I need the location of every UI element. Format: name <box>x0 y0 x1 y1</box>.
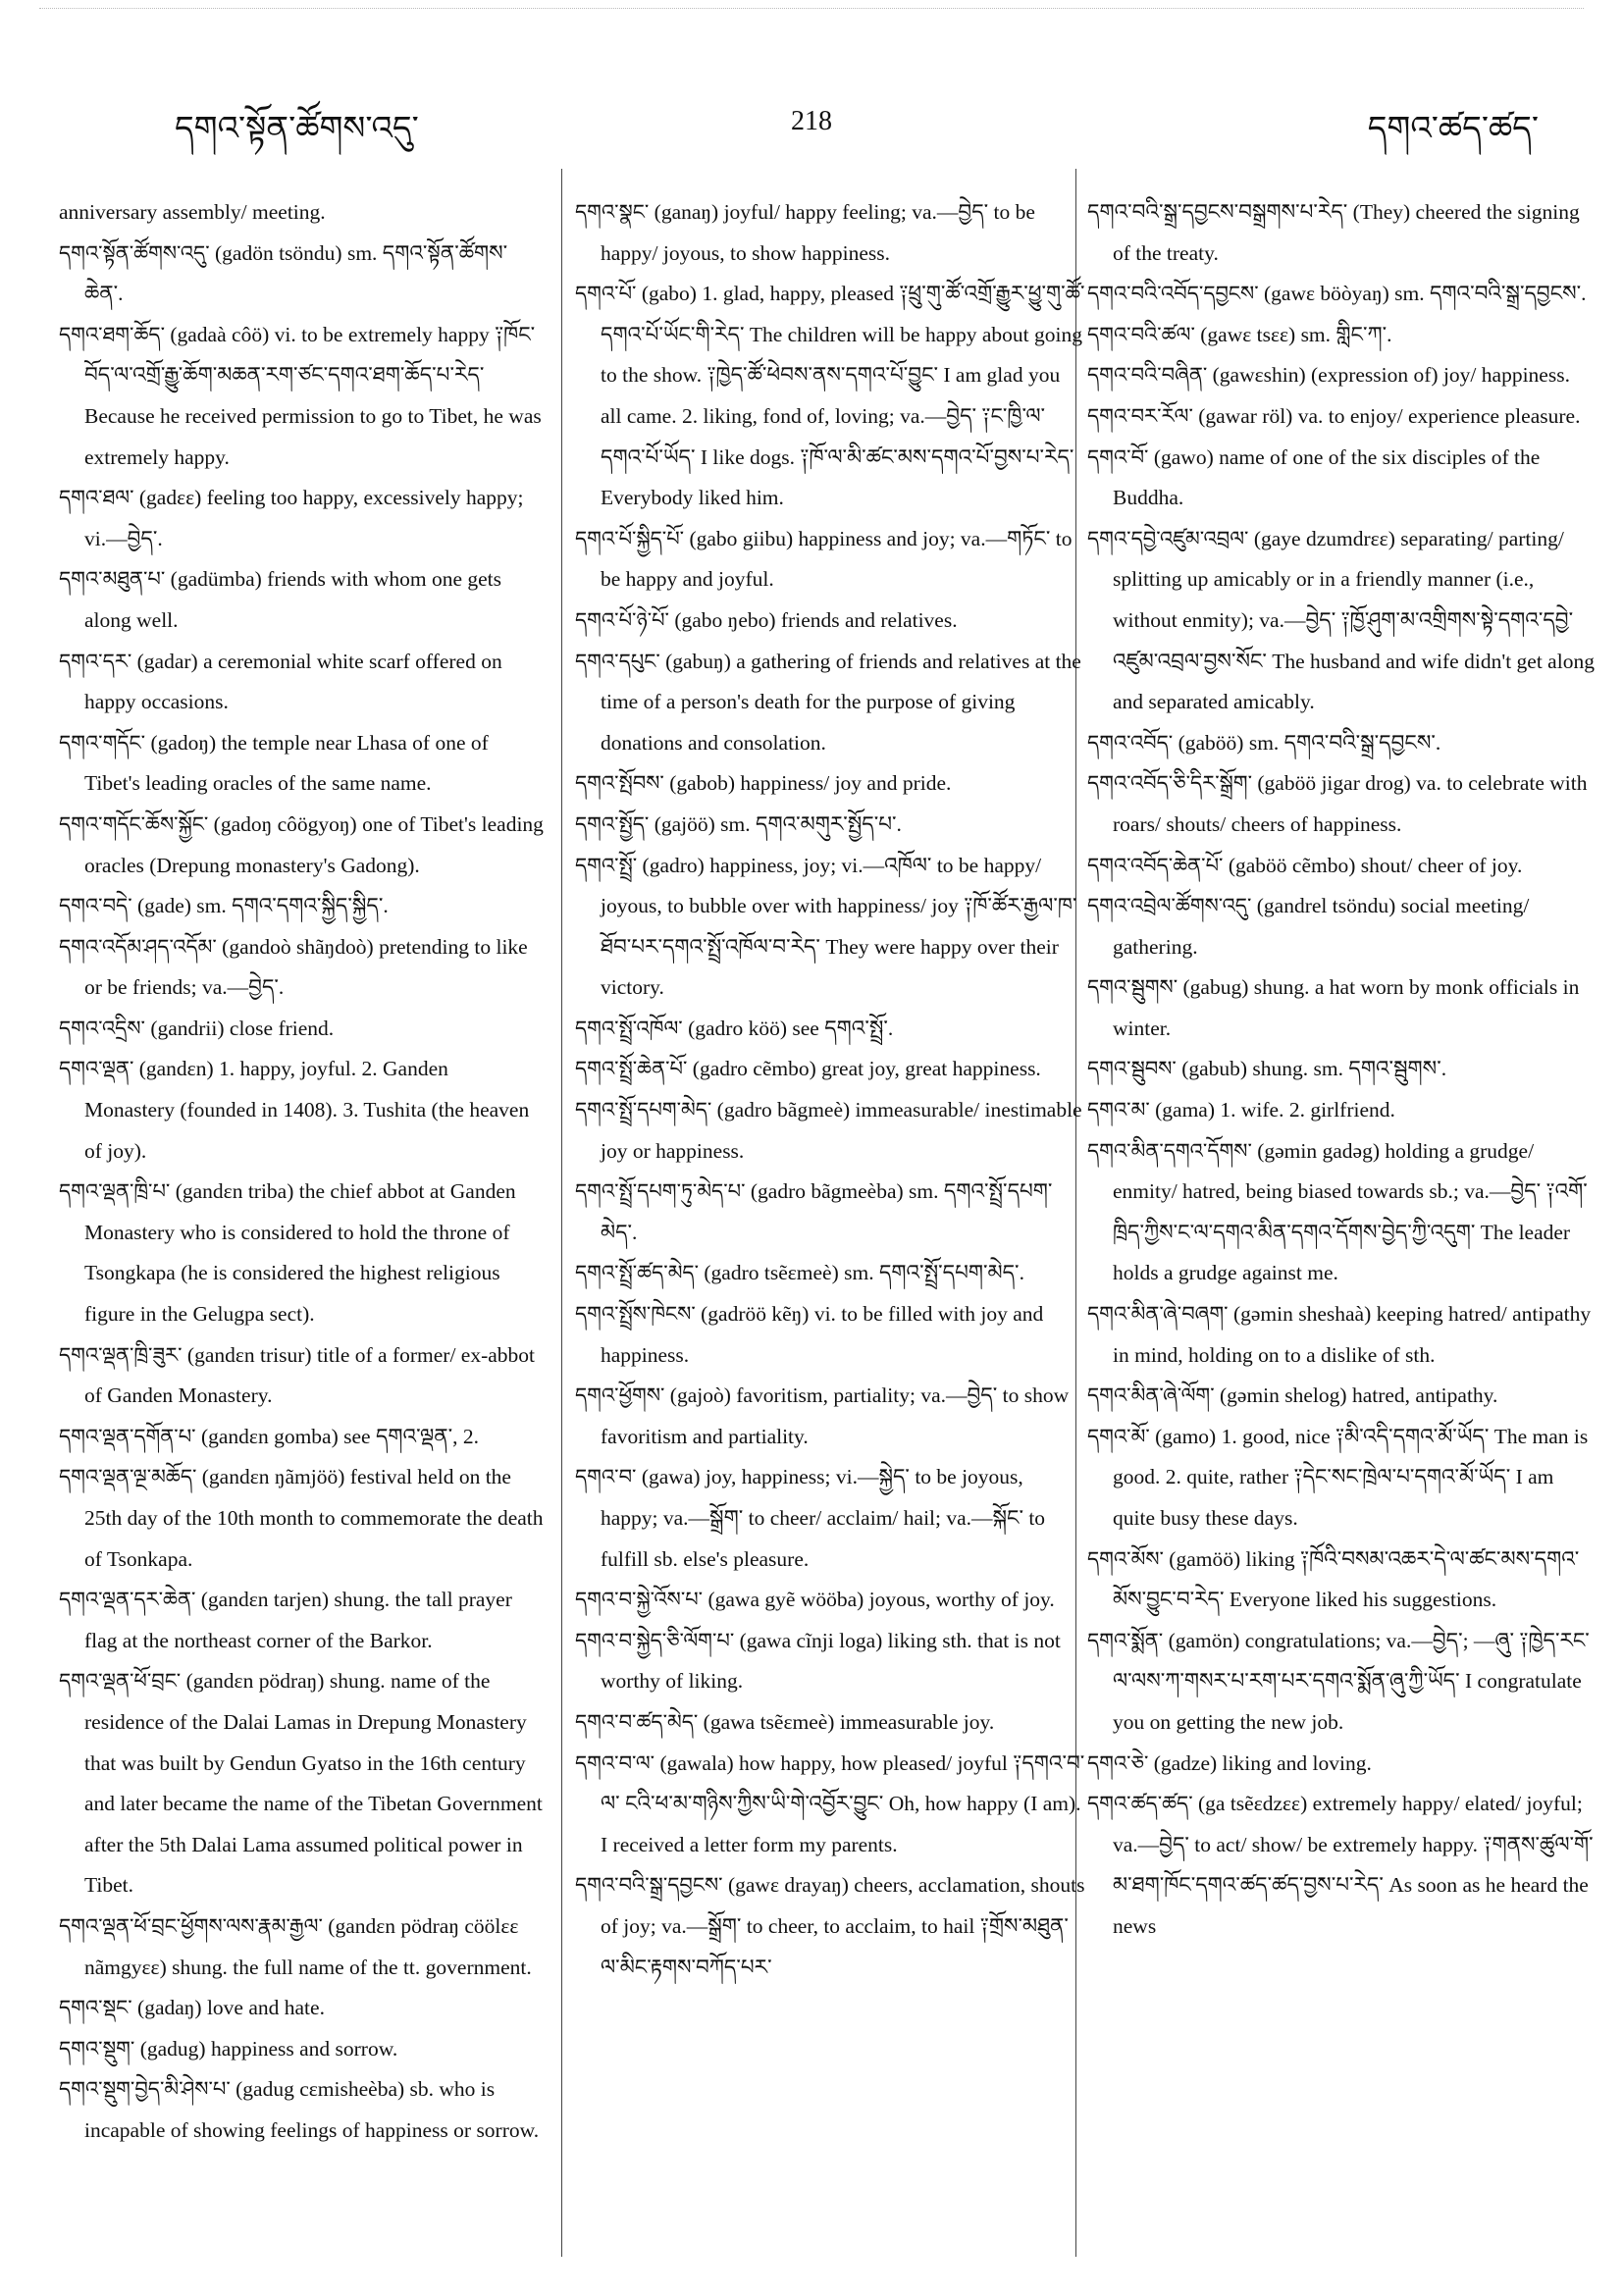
entry-definition: (gadümba) friends with whom one gets along well. <box>84 567 502 632</box>
dictionary-entry <box>575 1009 1085 1050</box>
dictionary-entry <box>59 2029 544 2070</box>
dictionary-entry <box>59 559 544 641</box>
dictionary-entry <box>1087 1376 1597 1417</box>
entry-definition: (gawε tsεε) sm. གླིང་ཀ་. <box>1200 322 1392 346</box>
entry-headword: དགའ་མིན་དགའ་དོགས་ <box>1087 1138 1252 1163</box>
entry-headword: དགའ་ཐག་ཆོད་ <box>59 322 165 346</box>
dictionary-entry <box>575 1580 1085 1621</box>
entry-definition: (gade) sm. དགའ་དགའ་སྐྱིད་སྐྱིད་. <box>137 894 389 918</box>
dictionary-entry <box>59 1988 544 2029</box>
entry-definition: (gajöö) sm. དགའ་མགུར་སྤྱོད་པ་. <box>654 811 902 836</box>
entry-headword: དགའ་མོས་ <box>1087 1546 1164 1571</box>
dictionary-entry <box>575 1172 1085 1253</box>
entry-definition: (gawala) how happy, how pleased/ joyful ༑དགའ་བ་ལ་ ངའི་ཕ་མ་གཉིས་ཀྱིས་ཡི་གེ་འབྱོར་བྱུང་ Oh, how happy (I am). I received a letter form my parents. <box>601 1750 1085 1856</box>
entry-headword: དགའ་ཕྱོགས་ <box>575 1383 665 1408</box>
entry-headword: དགའ་ཚད་ཚད་ <box>1087 1792 1193 1816</box>
dictionary-entry <box>59 478 544 559</box>
entry-definition: (gadro cẽmbo) great joy, great happiness. <box>692 1057 1041 1081</box>
entry-definition: (gadze) liking and loving. <box>1153 1750 1372 1775</box>
entry-definition: (gəmin gadəg) holding a grudge/ enmity/ hatred, being biased towards sb.; va.—བྱེད་ ༑འགོ་ཁྲིད་ཀྱིས་ང་ལ་དགའ་མིན་དགའ་དོགས་བྱེད་ཀྱི་འདུག་ The leader holds a grudge against me. <box>1113 1138 1588 1285</box>
entry-definition: (gandεn gomba) see དགའ་ལྡན་, 2. <box>200 1424 480 1448</box>
dictionary-entry <box>1087 1294 1597 1376</box>
dictionary-entry <box>575 519 1085 600</box>
dictionary-entry <box>575 1744 1085 1866</box>
dictionary-entry <box>1087 274 1597 315</box>
entry-definition: (gawa gyẽ wööba) joyous, worthy of joy. <box>707 1588 1055 1612</box>
entry-definition: (gadro bãgmeè) immeasurable/ inestimable joy or happiness. <box>601 1098 1082 1163</box>
entry-headword: དགའ་ཐལ་ <box>59 486 134 510</box>
entry-definition: (gawa) joy, happiness; vi.—སྐྱེད་ to be joyous, happy; va.—སྒྲོག་ to cheer/ acclaim/ hail; va.—སྐོང་ to fulfill sb. else's pleasure. <box>601 1465 1046 1571</box>
entry-headword: དགའ་བར་རོལ་ <box>1087 403 1193 428</box>
entry-headword: དགའ་སྨོན་ <box>1087 1628 1164 1652</box>
entry-definition: (gaye dzumdrεε) separating/ parting/ splitting up amicably or in a friendly manner (i.e., without enmity); va.—བྱེད་ ༑ཁྱོ་ཤུག་མ་འགྲིགས་སྟེ་དགའ་དབྱེ་འཛུམ་འབྲལ་བྱས་སོང་ The husband and wife didn't get along and separated amicably. <box>1113 526 1595 714</box>
dictionary-entry <box>1087 1417 1597 1539</box>
dictionary-entry <box>1087 763 1597 845</box>
entry-definition: (gawε drayaŋ) cheers, acclamation, shouts of joy; va.—སྒྲོག་ to cheer, to acclaim, to hail ༑གྲོས་མཐུན་ལ་མིང་རྟགས་བཀོད་པར་ <box>601 1873 1085 1979</box>
entry-definition: (gandεn tarjen) shung. the tall prayer flag at the northeast corner of the Barkor. <box>84 1588 512 1652</box>
entry-definition: anniversary assembly/ meeting. <box>59 200 326 224</box>
entry-definition: (gandrii) close friend. <box>150 1016 335 1040</box>
entry-headword: དགའ་ལྡན་ལྔ་མཆོད་ <box>59 1465 197 1489</box>
dictionary-entry <box>575 1090 1085 1172</box>
entry-definition: (gajoò) favoritism, partiality; va.—བྱེད་ to show favoritism and partiality. <box>601 1383 1070 1448</box>
entry-definition: (gadro tsẽεmeè) sm. དགའ་སྤྲོ་དཔག་མེད་. <box>704 1261 1024 1285</box>
dictionary-entry <box>575 1457 1085 1580</box>
dictionary-entry <box>59 1457 544 1580</box>
entry-definition: (gadεε) feeling too happy, excessively happy; vi.—བྱེད་. <box>84 486 524 550</box>
entry-headword: དགའ་སྤོབས་ <box>575 771 664 796</box>
entry-headword: དགའ་ཅེ་ <box>1087 1750 1149 1775</box>
entry-definition: (gəmin sheshaà) keeping hatred/ antipathy in mind, holding on to a dislike of sth. <box>1113 1302 1592 1367</box>
dictionary-entry <box>1087 519 1597 723</box>
dictionary-entry <box>575 274 1085 519</box>
dictionary-entry <box>59 1009 544 1050</box>
entry-definition: (gamöö) liking ༑ཁོའི་བསམ་འཆར་དེ་ལ་ཚང་མས་དགའ་མོས་བྱུང་བ་རེད་ Everyone liked his suggestions. <box>1113 1546 1580 1612</box>
entry-headword: དགའ་འདྲིས་ <box>59 1016 145 1040</box>
dictionary-entry <box>59 886 544 927</box>
entry-headword: དགའ་སྤྲོ་དཔག་ཏུ་མེད་པ་ <box>575 1179 746 1204</box>
entry-definition: (gəmin shelog) hatred, antipathy. <box>1220 1383 1498 1408</box>
entry-definition: (gadaŋ) love and hate. <box>137 1996 325 2020</box>
entry-definition: (gaböö jigar drog) va. to celebrate with roars/ shouts/ cheers of happiness. <box>1113 771 1588 836</box>
top-scan-edge <box>39 8 1584 9</box>
dictionary-entry <box>575 1253 1085 1294</box>
dictionary-entry <box>59 1417 544 1458</box>
dictionary-entry <box>59 1049 544 1172</box>
entry-definition: (gaböö cẽmbo) shout/ cheer of joy. <box>1228 853 1523 877</box>
entry-headword: དགའ་ལྡན་དགོན་པ་ <box>59 1424 196 1448</box>
entry-headword: དགའ་བའི་འབོད་དབྱངས་ <box>1087 282 1259 306</box>
dictionary-entry <box>59 1906 544 1988</box>
entry-definition: (gabob) happiness/ joy and pride. <box>669 771 952 796</box>
dictionary-entry <box>1087 886 1597 967</box>
entry-definition: (gadro köö) see དགའ་སྤྲོ་. <box>688 1016 894 1040</box>
entry-headword: དགའ་སྤྲོ་ཚད་མེད་ <box>575 1261 699 1285</box>
dictionary-entry <box>1087 1131 1597 1294</box>
entry-headword: དགའ་མིན་ཞེ་ལོག་ <box>1087 1383 1215 1408</box>
dictionary-entry <box>575 600 1085 642</box>
dictionary-entry <box>575 1049 1085 1090</box>
dictionary-entry <box>1087 1784 1597 1947</box>
dictionary-entry <box>575 1376 1085 1457</box>
dictionary-entry <box>1087 438 1597 519</box>
entry-definition: (gawa tsẽεmeè) immeasurable joy. <box>703 1709 995 1734</box>
entry-headword: དགའ་བ་སྐྱེད་ཅི་ལོག་པ་ <box>575 1628 735 1652</box>
entry-headword: དགའ་ལྡན་ཁྲི་ཟུར་ <box>59 1342 183 1367</box>
dictionary-entry <box>1087 396 1597 438</box>
entry-headword: དགའ་བ་སྐྱེ་འོས་པ་ <box>575 1588 704 1612</box>
entry-headword: དགའ་མཐུན་པ་ <box>59 567 166 592</box>
dictionary-entry <box>59 642 544 723</box>
dictionary-entry <box>1087 315 1597 356</box>
entry-definition: (gama) 1. wife. 2. girlfriend. <box>1155 1098 1395 1122</box>
entry-definition: (gadaà côö) vi. to be extremely happy ༑ཁོང་བོད་ལ་འགྲོ་རྒྱུ་ཆོག་མཆན་རག་ཙང་དགའ་ཐག་ཆོད་པ་རེད་ Because he received permission to go to Tibet, he was extremely happy. <box>84 322 542 469</box>
entry-definition: (gandεn tribа) the chief abbot at Ganden Monastery who is considered to hold the throne of Tsongkapa (he is considered the highest religious figure in the Gelugpa sect). <box>84 1179 516 1327</box>
entry-definition: (gandoò shãŋdoò) pretending to like or be friends; va.—བྱེད་. <box>84 934 528 1000</box>
entry-headword: དགའ་བའི་སྒྲ་དབྱངས་ <box>575 1873 723 1898</box>
entry-definition: (gabo) 1. glad, happy, pleased ༑ཕྲུ་གུ་ཚོ་འགྲོ་རྒྱུར་ཕྱུ་གུ་ཚོ་དགའ་པོ་ཡོང་གི་རེད་ The children will be happy about going to the show. ༑ཁྱེད་ཚོ་ཕེབས་ནས་དགའ་པོ་བྱུང་ I am glad you all came. 2. liking, fond of, loving; va.—བྱེད་ ༑ང་ཁྱི་ལ་དགའ་པོ་ཡོད་ I like dogs. ༑ཁོ་ལ་མི་ཚང་མས་དགའ་པོ་བྱས་པ་རེད་ Everybody liked him. <box>601 282 1085 510</box>
dictionary-entry <box>59 234 544 315</box>
entry-definition: (gadoŋ côögyoŋ) one of Tibet's leading oracles (Drepung monastery's Gadong). <box>84 811 544 877</box>
entry-definition: (gadar) a ceremonial white scarf offered on happy occasions. <box>84 649 502 714</box>
entry-headword: དགའ་སྦུགས་ <box>1087 975 1178 1000</box>
entry-definition: (gabo giibu) happiness and joy; va.—གཏོང་ to be happy and joyful. <box>601 526 1073 592</box>
dictionary-column-1 <box>59 192 544 2152</box>
entry-headword: དགའ་པོ་སྐྱིད་པོ་ <box>575 526 685 550</box>
dictionary-entry <box>1087 1539 1597 1621</box>
entry-headword: དགའ་སྤྲོ་དཔག་མེད་ <box>575 1098 712 1122</box>
entry-headword: དགའ་བ་ཚད་མེད་ <box>575 1709 699 1734</box>
entry-headword: དགའ་སྤྲོས་ཁེངས་ <box>575 1302 696 1327</box>
entry-headword: དགའ་འདོམ་ཤད་འདོམ་ <box>59 934 217 959</box>
entry-headword: དགའ་མོ་ <box>1087 1424 1150 1448</box>
entry-headword: དགའ་དཔུང་ <box>575 649 660 673</box>
dictionary-entry <box>59 723 544 805</box>
entry-definition: (gamo) 1. good, nice ༑མི་འདི་དགའ་མོ་ཡོད་ The man is good. 2. quite, rather ༑དེང་སང་ཁྲེལ་པ་དགའ་མོ་ཡོད་ I am quite busy these days. <box>1113 1424 1589 1530</box>
dictionary-entry <box>59 315 544 478</box>
entry-definition: (gadro bãgmeèba) sm. དགའ་སྤྲོ་དཔག་མེད་. <box>601 1179 1053 1244</box>
entry-headword: དགའ་ལྡན་ཁྲི་པ་ <box>59 1179 171 1204</box>
entry-definition: (gadug) happiness and sorrow. <box>139 2036 398 2061</box>
dictionary-entry <box>59 1580 544 1661</box>
dictionary-entry <box>575 1702 1085 1744</box>
entry-definition: (gabug) shung. a hat worn by monk officials in winter. <box>1113 975 1580 1040</box>
entry-definition: (gamön) congratulations; va.—བྱེད་; —ཞུ་ ༑ཁྱེད་རང་ལ་ལས་ཀ་གསར་པ་རག་པར་དགའ་སྨོན་ཞུ་ཀྱི་ཡོད་ I congratulate you on getting the new job. <box>1113 1628 1590 1734</box>
entry-definition: (gandεn pödraŋ cöölεε nãmgyεε) shung. the full name of the tt. government. <box>84 1913 532 1979</box>
entry-headword: དགའ་འབོད་ཆེན་པོ་ <box>1087 853 1224 877</box>
dictionary-entry <box>575 1294 1085 1376</box>
entry-headword: དགའ་བ་ <box>575 1465 637 1489</box>
dictionary-entry <box>1087 355 1597 396</box>
entry-definition: (gawar röl) va. to enjoy/ experience pleasure. <box>1198 403 1581 428</box>
dictionary-entry <box>59 805 544 886</box>
dictionary-entry <box>59 1172 544 1334</box>
entry-headword: དགའ་སྣང་ <box>575 200 650 224</box>
entry-definition: (gabub) shung. sm. དགའ་སྦུགས་. <box>1181 1057 1447 1081</box>
entry-definition: (gandεn pödraŋ) shung. name of the residence of the Dalai Lamas in Drepung Monastery that was built by Gendun Gyatso in the 16th century and later became the name of the Tibetan Government after the 5th Dalai Lama assumed political power in Tibet. <box>84 1669 543 1898</box>
dictionary-entry <box>575 805 1085 846</box>
entry-definition: (ga tsẽεdzεε) extremely happy/ elated/ joyful; va.—བྱེད་ to act/ show/ be extremely happy. ༑གནས་ཚུལ་གོ་མ་ཐག་ཁོང་དགའ་ཚད་ཚད་བྱས་པ་རེད་ As soon as he heard the news <box>1113 1792 1594 1938</box>
entry-headword: དགའ་འབོད་ <box>1087 730 1174 755</box>
dictionary-entry <box>59 927 544 1009</box>
entry-definition: (gabo ŋebo) friends and relatives. <box>674 607 958 632</box>
dictionary-entry <box>1087 1621 1597 1744</box>
dictionary-entry <box>1087 1090 1597 1131</box>
entry-headword: དགའ་ལྡན་ཕོ་བྲང་ཕྱོགས་ལས་རྣམ་རྒྱལ་ <box>59 1913 323 1938</box>
entry-definition: (gandεn trisur) title of a former/ ex-abbot of Ganden Monastery. <box>84 1342 536 1408</box>
entry-headword: དགའ་བདེ་ <box>59 894 132 918</box>
entry-headword: དགའ་མ་ <box>1087 1098 1150 1122</box>
entry-headword: དགའ་སྤྲོ་ཆེན་པོ་ <box>575 1057 688 1081</box>
entry-headword: དགའ་ལྡན་དར་ཆེན་ <box>59 1588 196 1612</box>
dictionary-column-2 <box>575 192 1085 1988</box>
entry-headword: དགའ་བ་ལ་ <box>575 1750 655 1775</box>
entry-definition: (gandεn ŋãmjöö) festival held on the 25th day of the 10th month to commemorate the death of Tsonkapa. <box>84 1465 544 1571</box>
left-guide-word: དགའ་སྟོན་ཚོགས་འདུ་ <box>175 111 419 147</box>
entry-definition: (gadön tsöndu) sm. དགའ་སྟོན་ཚོགས་ཆེན་. <box>84 240 508 306</box>
entry-headword: དགའ་སྦུབས་ <box>1087 1057 1177 1081</box>
dictionary-entry <box>59 1335 544 1417</box>
entry-headword: དགའ་བའི་ཚལ་ <box>1087 322 1195 346</box>
entry-definition: (gadröö kẽŋ) vi. to be filled with joy and happiness. <box>601 1302 1044 1367</box>
dictionary-entry <box>1087 192 1597 274</box>
entry-headword: དགའ་བོ་ <box>1087 444 1149 469</box>
entry-headword: དགའ་པོ་ <box>575 282 637 306</box>
entry-headword: དགའ་མིན་ཞེ་བཞག་ <box>1087 1302 1229 1327</box>
dictionary-entry <box>575 1865 1085 1988</box>
entry-headword: དགའ་ལྡན་ཕོ་བྲང་ <box>59 1669 182 1694</box>
dictionary-entry <box>1087 1744 1597 1785</box>
entry-headword: དགའ་སྡུག་བྱེད་མི་ཤེས་པ་ <box>59 2077 231 2102</box>
dictionary-entry <box>59 2069 544 2151</box>
dictionary-entry <box>575 642 1085 764</box>
dictionary-entry <box>59 192 544 234</box>
entry-headword: དགའ་སྡང་ <box>59 1996 132 2020</box>
entry-headword: དགའ་དབྱེ་འཛུམ་འབྲལ་ <box>1087 526 1249 550</box>
right-guide-word: དགའ་ཚད་ཚད་ <box>1367 111 1539 147</box>
entry-headword: དགའ་པོ་ཉེ་པོ་ <box>575 607 669 632</box>
entry-definition: (gawε böòyaŋ) sm. དགའ་བའི་སྒྲ་དབྱངས་. <box>1264 282 1587 306</box>
dictionary-entry <box>1087 846 1597 887</box>
entry-headword: དགའ་དར་ <box>59 649 132 673</box>
entry-headword: དགའ་སྤྲོ་འཁོལ་ <box>575 1016 683 1040</box>
dictionary-entry <box>575 763 1085 805</box>
entry-headword: དགའ་སྡུག་ <box>59 2036 135 2061</box>
dictionary-entry <box>59 1661 544 1906</box>
entry-headword: དགའ་ལྡན་ <box>59 1057 134 1081</box>
entry-headword: དགའ་སྤྲོ་ <box>575 853 638 877</box>
entry-definition: (gadro) happiness, joy; vi.—འཁོལ་ to be happy/ joyous, to bubble over with happiness/ joy ༑ཁོ་ཚོར་རྒྱལ་ཁ་ཐོབ་པར་དགའ་སྤྲོ་འཁོལ་བ་རེད་ They were happy over their victory. <box>601 853 1077 1000</box>
entry-headword: དགའ་གདོང་ <box>59 730 146 755</box>
entry-definition: (gadug cεmisheèba) sb. who is incapable of showing feelings of happiness or sorrow. <box>84 2077 540 2142</box>
entry-definition: (gaböö) sm. དགའ་བའི་སྒྲ་དབྱངས་. <box>1178 730 1441 755</box>
entry-definition: (gandεn) 1. happy, joyful. 2. Ganden Monastery (founded in 1408). 3. Tushita (the heaven of joy). <box>84 1057 530 1163</box>
dictionary-entry <box>1087 723 1597 764</box>
entry-headword: དགའ་འབོད་ཅི་དིར་སྒྲོག་ <box>1087 771 1252 796</box>
column-divider <box>561 169 562 2257</box>
dictionary-column-3 <box>1087 192 1597 1948</box>
entry-definition: དགའ་བའི་སྒྲ་དབྱངས་བསྒྲགས་པ་རེད་ (They) cheered the signing of the treaty. <box>1087 200 1580 265</box>
entry-headword: དགའ་སྤྱོད་ <box>575 811 650 836</box>
entry-definition: (ganaŋ) joyful/ happy feeling; va.—བྱེད་ to be happy/ joyous, to show happiness. <box>601 200 1035 265</box>
page-number: 218 <box>791 106 832 136</box>
dictionary-entry <box>575 192 1085 274</box>
entry-definition: (gawo) name of one of the six disciples of the Buddha. <box>1113 444 1541 510</box>
entry-definition: (gandrel tsöndu) social meeting/ gathering. <box>1113 894 1530 959</box>
entry-headword: དགའ་འབྲེལ་ཚོགས་འདུ་ <box>1087 894 1252 918</box>
dictionary-entry <box>1087 967 1597 1049</box>
entry-headword: དགའ་བའི་བཞིན་ <box>1087 363 1208 388</box>
entry-headword: དགའ་གདོང་ཆོས་སྐྱོང་ <box>59 811 209 836</box>
entry-headword: དགའ་སྟོན་ཚོགས་འདུ་ <box>59 240 210 265</box>
dictionary-entry <box>575 846 1085 1009</box>
dictionary-entry <box>575 1621 1085 1702</box>
entry-definition: (gabuŋ) a gathering of friends and relatives at the time of a person's death for the purpose of giving donations and consolation. <box>601 649 1081 755</box>
entry-definition: (gadoŋ) the temple near Lhasa of one of Tibet's leading oracles of the same name. <box>84 730 489 796</box>
entry-definition: (gawεshin) (expression of) joy/ happiness. <box>1212 363 1570 388</box>
entry-definition: (gawa cĩnji loga) liking sth. that is not worthy of liking. <box>601 1628 1061 1694</box>
dictionary-entry <box>1087 1049 1597 1090</box>
